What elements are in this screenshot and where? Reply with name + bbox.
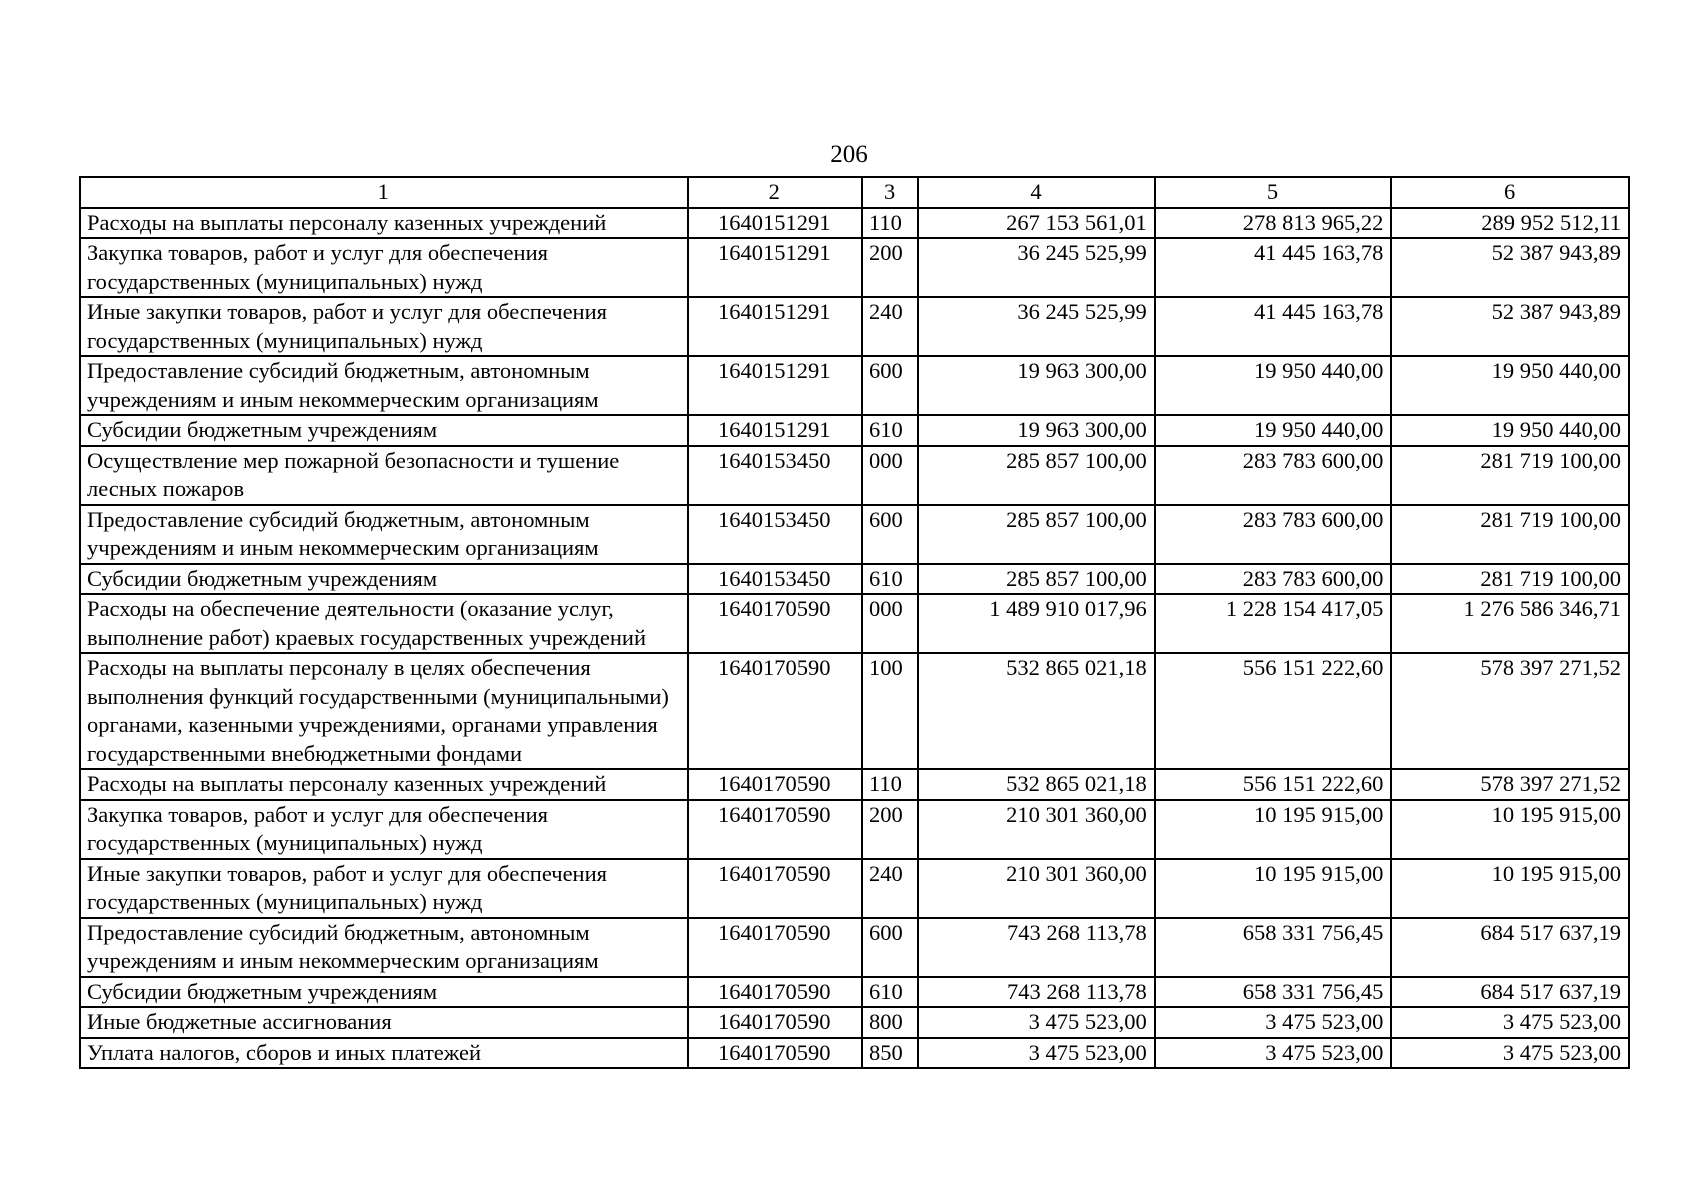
expense-name-cell: Предоставление субсидий бюджетным, автономным учреждениям и иным некоммерческим организациям — [80, 918, 688, 977]
amount-col5-cell: 3 475 523,00 — [1155, 1038, 1392, 1069]
target-article-code-cell: 1640170590 — [688, 977, 862, 1008]
amount-col5-cell: 41 445 163,78 — [1155, 238, 1392, 297]
table-row — [80, 297, 1629, 356]
amount-col6-cell: 578 397 271,52 — [1391, 653, 1629, 769]
target-article-code-cell: 1640170590 — [688, 918, 862, 977]
header-row — [80, 177, 1629, 208]
target-article-code-cell: 1640170590 — [688, 800, 862, 859]
amount-col6-cell: 281 719 100,00 — [1391, 446, 1629, 505]
table-row — [80, 356, 1629, 415]
expense-name-cell: Расходы на обеспечение деятельности (оказание услуг, выполнение работ) краевых государственных учреждений — [80, 594, 688, 653]
amount-col4-cell: 743 268 113,78 — [918, 977, 1155, 1008]
target-article-code-cell: 1640151291 — [688, 238, 862, 297]
amount-col4-cell: 210 301 360,00 — [918, 859, 1155, 918]
amount-col5-cell: 556 151 222,60 — [1155, 653, 1392, 769]
amount-col5-cell: 1 228 154 417,05 — [1155, 594, 1392, 653]
expense-name-cell: Субсидии бюджетным учреждениям — [80, 977, 688, 1008]
expense-name-cell: Иные закупки товаров, работ и услуг для обеспечения государственных (муниципальных) нужд — [80, 297, 688, 356]
amount-col6-cell: 52 387 943,89 — [1391, 238, 1629, 297]
page-number: 206 — [830, 141, 868, 168]
table-row — [80, 769, 1629, 800]
expense-type-code-cell: 600 — [862, 918, 918, 977]
amount-col6-cell: 3 475 523,00 — [1391, 1038, 1629, 1069]
column-header: 3 — [862, 177, 918, 208]
amount-col5-cell: 19 950 440,00 — [1155, 415, 1392, 446]
expense-type-code-cell: 600 — [862, 356, 918, 415]
amount-col4-cell: 285 857 100,00 — [918, 446, 1155, 505]
amount-col4-cell: 19 963 300,00 — [918, 415, 1155, 446]
expense-type-code-cell: 610 — [862, 564, 918, 595]
amount-col4-cell: 36 245 525,99 — [918, 297, 1155, 356]
target-article-code-cell: 1640151291 — [688, 297, 862, 356]
expense-name-cell: Осуществление мер пожарной безопасности и тушение лесных пожаров — [80, 446, 688, 505]
expense-name-cell: Закупка товаров, работ и услуг для обеспечения государственных (муниципальных) нужд — [80, 800, 688, 859]
amount-col4-cell: 1 489 910 017,96 — [918, 594, 1155, 653]
table-row — [80, 594, 1629, 653]
amount-col6-cell: 281 719 100,00 — [1391, 564, 1629, 595]
expense-type-code-cell: 850 — [862, 1038, 918, 1069]
table-row — [80, 505, 1629, 564]
amount-col5-cell: 19 950 440,00 — [1155, 356, 1392, 415]
amount-col6-cell: 10 195 915,00 — [1391, 859, 1629, 918]
amount-col4-cell: 19 963 300,00 — [918, 356, 1155, 415]
amount-col6-cell: 289 952 512,11 — [1391, 208, 1629, 239]
budget-table — [79, 176, 1630, 1069]
amount-col5-cell: 283 783 600,00 — [1155, 446, 1392, 505]
amount-col5-cell: 41 445 163,78 — [1155, 297, 1392, 356]
expense-name-cell: Закупка товаров, работ и услуг для обеспечения государственных (муниципальных) нужд — [80, 238, 688, 297]
target-article-code-cell: 1640170590 — [688, 594, 862, 653]
amount-col6-cell: 684 517 637,19 — [1391, 977, 1629, 1008]
expense-type-code-cell: 240 — [862, 859, 918, 918]
target-article-code-cell: 1640170590 — [688, 859, 862, 918]
expense-type-code-cell: 110 — [862, 769, 918, 800]
amount-col5-cell: 658 331 756,45 — [1155, 977, 1392, 1008]
expense-name-cell: Субсидии бюджетным учреждениям — [80, 415, 688, 446]
amount-col6-cell: 3 475 523,00 — [1391, 1007, 1629, 1038]
amount-col6-cell: 19 950 440,00 — [1391, 356, 1629, 415]
amount-col6-cell: 281 719 100,00 — [1391, 505, 1629, 564]
target-article-code-cell: 1640170590 — [688, 653, 862, 769]
expense-name-cell: Субсидии бюджетным учреждениям — [80, 564, 688, 595]
amount-col6-cell: 19 950 440,00 — [1391, 415, 1629, 446]
amount-col4-cell: 267 153 561,01 — [918, 208, 1155, 239]
expense-name-cell: Иные закупки товаров, работ и услуг для обеспечения государственных (муниципальных) нужд — [80, 859, 688, 918]
target-article-code-cell: 1640151291 — [688, 356, 862, 415]
amount-col4-cell: 210 301 360,00 — [918, 800, 1155, 859]
target-article-code-cell: 1640151291 — [688, 415, 862, 446]
amount-col4-cell: 285 857 100,00 — [918, 564, 1155, 595]
table-row — [80, 918, 1629, 977]
column-header: 5 — [1155, 177, 1392, 208]
amount-col5-cell: 283 783 600,00 — [1155, 505, 1392, 564]
expense-name-cell: Уплата налогов, сборов и иных платежей — [80, 1038, 688, 1069]
table-row — [80, 653, 1629, 769]
expense-type-code-cell: 000 — [862, 446, 918, 505]
amount-col4-cell: 3 475 523,00 — [918, 1007, 1155, 1038]
target-article-code-cell: 1640170590 — [688, 769, 862, 800]
target-article-code-cell: 1640170590 — [688, 1038, 862, 1069]
amount-col4-cell: 532 865 021,18 — [918, 653, 1155, 769]
table-row — [80, 208, 1629, 239]
target-article-code-cell: 1640151291 — [688, 208, 862, 239]
amount-col6-cell: 10 195 915,00 — [1391, 800, 1629, 859]
column-header: 2 — [688, 177, 862, 208]
table-row — [80, 1007, 1629, 1038]
expense-type-code-cell: 200 — [862, 800, 918, 859]
expense-name-cell: Предоставление субсидий бюджетным, автономным учреждениям и иным некоммерческим организациям — [80, 356, 688, 415]
amount-col5-cell: 283 783 600,00 — [1155, 564, 1392, 595]
expense-type-code-cell: 200 — [862, 238, 918, 297]
expense-type-code-cell: 000 — [862, 594, 918, 653]
expense-type-code-cell: 110 — [862, 208, 918, 239]
amount-col6-cell: 52 387 943,89 — [1391, 297, 1629, 356]
amount-col5-cell: 658 331 756,45 — [1155, 918, 1392, 977]
expense-name-cell: Предоставление субсидий бюджетным, автономным учреждениям и иным некоммерческим организациям — [80, 505, 688, 564]
expense-type-code-cell: 610 — [862, 977, 918, 1008]
amount-col4-cell: 743 268 113,78 — [918, 918, 1155, 977]
target-article-code-cell: 1640170590 — [688, 1007, 862, 1038]
table-row — [80, 1038, 1629, 1069]
expense-type-code-cell: 100 — [862, 653, 918, 769]
amount-col5-cell: 556 151 222,60 — [1155, 769, 1392, 800]
target-article-code-cell: 1640153450 — [688, 446, 862, 505]
amount-col4-cell: 285 857 100,00 — [918, 505, 1155, 564]
amount-col5-cell: 10 195 915,00 — [1155, 800, 1392, 859]
expense-name-cell: Расходы на выплаты персоналу в целях обеспечения выполнения функций государственными (муниципальными) органами, казенными учреждениями, органами управления государственными внебюджетными фондами — [80, 653, 688, 769]
expense-name-cell: Иные бюджетные ассигнования — [80, 1007, 688, 1038]
expense-type-code-cell: 610 — [862, 415, 918, 446]
expense-name-cell: Расходы на выплаты персоналу казенных учреждений — [80, 769, 688, 800]
amount-col4-cell: 3 475 523,00 — [918, 1038, 1155, 1069]
table-row — [80, 238, 1629, 297]
amount-col6-cell: 1 276 586 346,71 — [1391, 594, 1629, 653]
table-row — [80, 446, 1629, 505]
amount-col5-cell: 3 475 523,00 — [1155, 1007, 1392, 1038]
table-row — [80, 977, 1629, 1008]
amount-col6-cell: 684 517 637,19 — [1391, 918, 1629, 977]
amount-col5-cell: 278 813 965,22 — [1155, 208, 1392, 239]
expense-name-cell: Расходы на выплаты персоналу казенных учреждений — [80, 208, 688, 239]
table-row — [80, 800, 1629, 859]
amount-col4-cell: 532 865 021,18 — [918, 769, 1155, 800]
table-row — [80, 564, 1629, 595]
amount-col5-cell: 10 195 915,00 — [1155, 859, 1392, 918]
target-article-code-cell: 1640153450 — [688, 505, 862, 564]
expense-type-code-cell: 800 — [862, 1007, 918, 1038]
column-header: 4 — [918, 177, 1155, 208]
column-header: 1 — [80, 177, 688, 208]
table-body — [80, 208, 1629, 1069]
table-row — [80, 859, 1629, 918]
expense-type-code-cell: 600 — [862, 505, 918, 564]
column-header: 6 — [1391, 177, 1629, 208]
table-row — [80, 415, 1629, 446]
expense-type-code-cell: 240 — [862, 297, 918, 356]
target-article-code-cell: 1640153450 — [688, 564, 862, 595]
amount-col4-cell: 36 245 525,99 — [918, 238, 1155, 297]
amount-col6-cell: 578 397 271,52 — [1391, 769, 1629, 800]
